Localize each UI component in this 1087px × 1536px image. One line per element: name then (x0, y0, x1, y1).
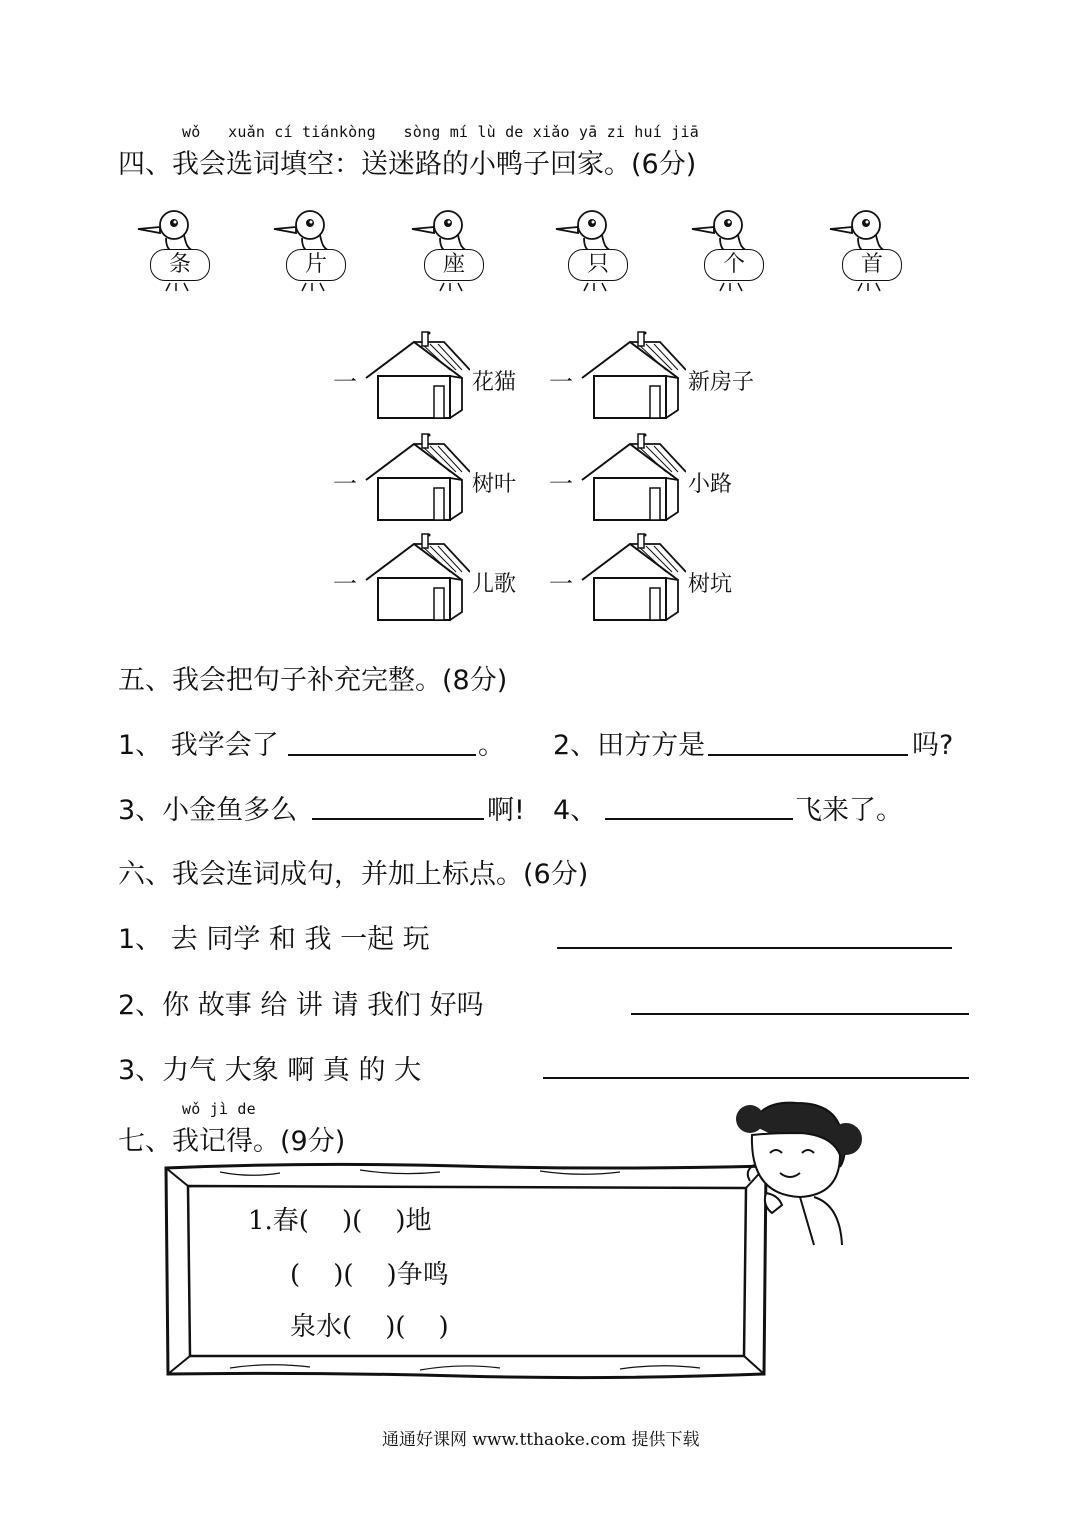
section7-title: 七、我记得。(9分) (118, 1126, 346, 1157)
house-word: 树坑 (688, 572, 733, 597)
duck-word: 座 (424, 249, 484, 281)
s5-item4-prefix: 4、 (553, 795, 598, 826)
house-blank-3[interactable] (362, 432, 470, 528)
duck-2[interactable] (272, 205, 362, 295)
girl-illustration (722, 1095, 872, 1255)
memory-line-2: ( )( )争鸣 (290, 1260, 449, 1290)
section4-pinyin: wǒ xuǎn cí tiánkòng sòng mí lù de xiǎo yā zi huí jiā (182, 123, 699, 141)
duck-4[interactable] (554, 205, 644, 295)
memory-board (160, 1160, 772, 1382)
s6-item2: 2、你 故事 给 讲 请 我们 好吗 (118, 990, 484, 1021)
duck-1[interactable] (136, 205, 226, 295)
section5-title: 五、我会把句子补充完整。(8分) (118, 665, 508, 696)
house-word: 新房子 (688, 370, 755, 395)
house-word: 小路 (688, 472, 733, 497)
s5-item1-prefix: 1、 我学会了 (118, 730, 279, 761)
girl-icon (722, 1095, 872, 1255)
s6-item1-blank[interactable] (557, 947, 952, 949)
house-word: 儿歌 (472, 572, 517, 597)
dash: 一 (549, 570, 573, 598)
s5-item3-prefix: 3、小金鱼多么 (118, 795, 298, 826)
duck-word: 个 (704, 249, 764, 281)
section6-title: 六、我会连词成句，并加上标点。(6分) (118, 859, 589, 890)
duck-word: 首 (842, 249, 902, 281)
house-blank-6[interactable] (578, 532, 686, 628)
house-icon (362, 532, 470, 628)
footer-text: 通通好课网 www.tthaoke.com 提供下载 (382, 1430, 700, 1450)
s5-item1-blank[interactable] (288, 754, 476, 756)
s5-item4-blank[interactable] (605, 818, 793, 820)
memory-line-1: 1.春( )( )地 (248, 1206, 432, 1236)
house-icon (362, 330, 470, 426)
dash: 一 (333, 570, 357, 598)
duck-word: 片 (286, 249, 346, 281)
s5-item4-suffix: 飞来了。 (795, 795, 903, 826)
house-blank-2[interactable] (578, 330, 686, 426)
duck-word: 只 (568, 249, 628, 281)
section7-pinyin: wǒ jì de (182, 1100, 256, 1118)
house-blank-5[interactable] (362, 532, 470, 628)
s6-item2-blank[interactable] (631, 1013, 969, 1015)
dash: 一 (549, 368, 573, 396)
dash: 一 (549, 470, 573, 498)
duck-5[interactable] (690, 205, 780, 295)
board-frame (160, 1160, 772, 1382)
house-blank-4[interactable] (578, 432, 686, 528)
house-icon (578, 330, 686, 426)
house-blank-1[interactable] (362, 330, 470, 426)
duck-word: 条 (150, 249, 210, 281)
duck-6[interactable] (828, 205, 918, 295)
s5-item2-suffix: 吗? (912, 730, 954, 761)
house-icon (362, 432, 470, 528)
s5-item2-prefix: 2、田方方是 (553, 730, 706, 761)
s5-item3-blank[interactable] (312, 818, 484, 820)
section4-title: 四、我会选词填空：送迷路的小鸭子回家。(6分) (118, 149, 697, 180)
memory-line-3: 泉水( )( ) (290, 1312, 449, 1342)
s6-item1: 1、 去 同学 和 我 一起 玩 (118, 924, 430, 955)
house-word: 树叶 (472, 472, 517, 497)
s5-item1-suffix: 。 (478, 730, 505, 761)
dash: 一 (333, 470, 357, 498)
duck-3[interactable] (410, 205, 500, 295)
s6-item3-blank[interactable] (543, 1077, 969, 1079)
s6-item3: 3、力气 大象 啊 真 的 大 (118, 1055, 422, 1086)
s5-item3-suffix: 啊! (487, 795, 525, 826)
house-word: 花猫 (472, 370, 517, 395)
dash: 一 (333, 368, 357, 396)
house-icon (578, 532, 686, 628)
house-icon (578, 432, 686, 528)
s5-item2-blank[interactable] (708, 754, 908, 756)
